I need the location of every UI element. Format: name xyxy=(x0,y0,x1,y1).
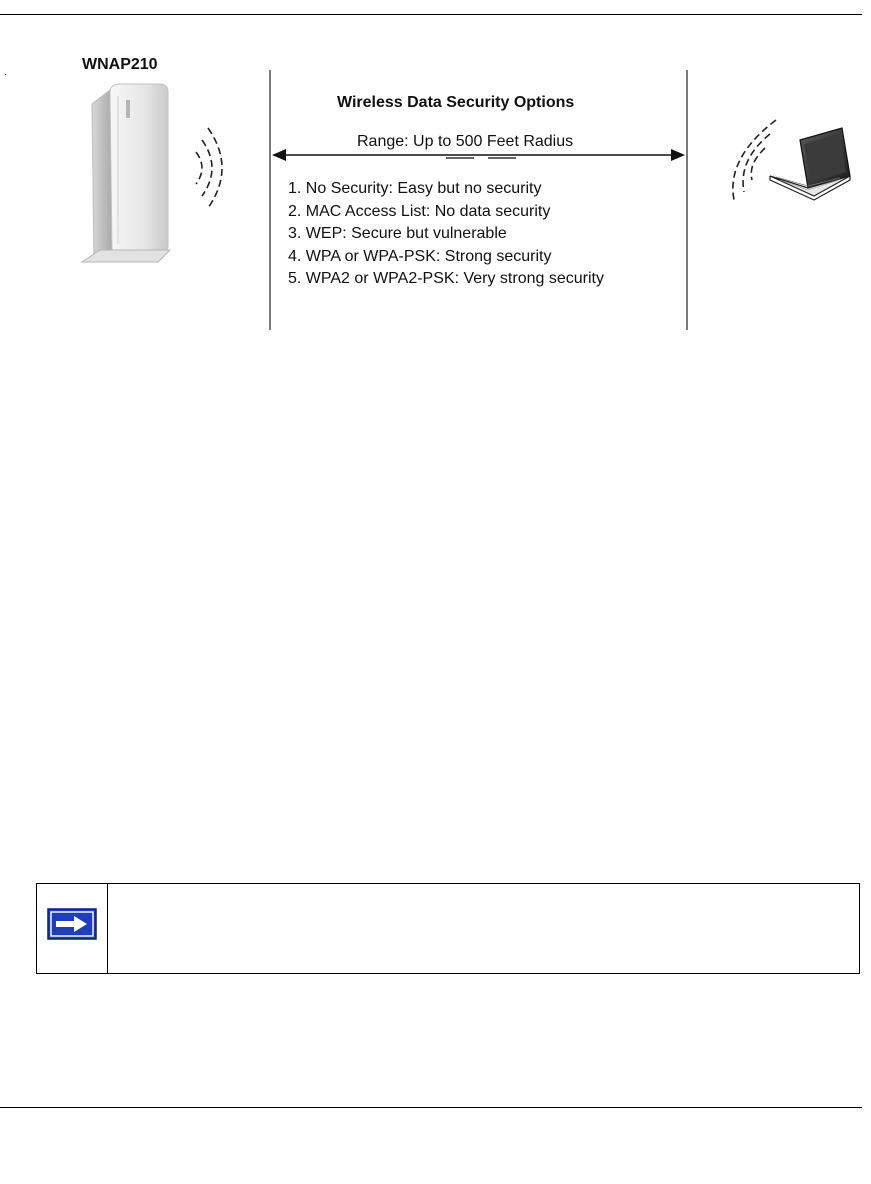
security-option-wpa2: 5. WPA2 or WPA2-PSK: Very strong security xyxy=(288,270,604,287)
security-option-mac-access-list: 2. MAC Access List: No data security xyxy=(288,202,551,220)
right-arrow-icon xyxy=(47,908,97,940)
laptop-signal-waves xyxy=(733,120,776,200)
range-label: Range: Up to 500 Feet Radius xyxy=(357,133,574,150)
laptop-image xyxy=(770,128,850,200)
footer-rule xyxy=(0,1107,862,1108)
access-point-image xyxy=(82,84,170,262)
security-option-no-security: 1. No Security: Easy but no security xyxy=(288,180,542,197)
security-option-wpa: 4. WPA or WPA-PSK: Strong security xyxy=(288,247,552,265)
note-box xyxy=(36,883,860,974)
security-option-wep: 3. WEP: Secure but vulnerable xyxy=(288,225,507,242)
diagram-title: Wireless Data Security Options xyxy=(337,94,575,111)
security-options-list xyxy=(288,178,604,291)
device-label: WNAP210 xyxy=(82,56,158,73)
note-divider xyxy=(107,884,108,973)
ap-signal-waves xyxy=(196,128,222,208)
